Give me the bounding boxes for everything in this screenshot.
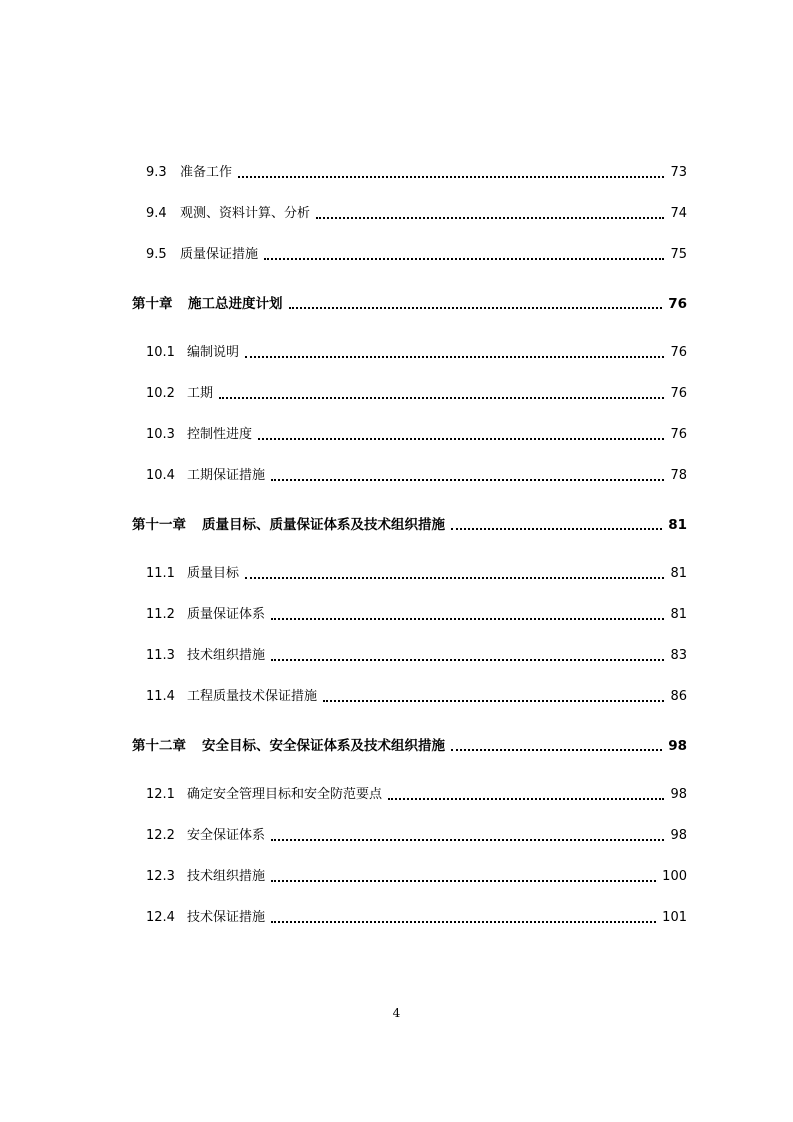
dot-leader	[219, 395, 664, 399]
toc-entry-number: 10.2	[146, 386, 175, 401]
toc-entry-number: 9.5	[146, 247, 167, 262]
dot-leader	[271, 919, 656, 923]
toc-entry-page: 83	[670, 648, 687, 663]
toc-entry-12-1[interactable]	[146, 784, 687, 804]
toc-entry-title: 编制说明	[187, 345, 240, 360]
dot-leader	[316, 215, 664, 219]
toc-entry-10-1[interactable]	[146, 342, 687, 362]
dot-leader	[258, 436, 664, 440]
toc-entry-title: 工程质量技术保证措施	[187, 689, 318, 704]
toc-entry-number: 9.3	[146, 165, 167, 180]
toc-entry-page: 81	[670, 607, 687, 622]
toc-entry-page: 98	[670, 787, 687, 802]
toc-chapter-page: 76	[668, 296, 687, 312]
toc-entry-number: 10.4	[146, 468, 175, 483]
dot-leader	[323, 698, 664, 702]
dot-leader	[271, 657, 664, 661]
toc-entry-title: 观测、资料计算、分析	[180, 206, 311, 221]
dot-leader	[245, 354, 664, 358]
toc-entry-page: 100	[662, 869, 687, 884]
toc-entry-page: 81	[670, 566, 687, 581]
toc-entry-title: 质量保证体系	[187, 607, 266, 622]
toc-entry-title: 准备工作	[180, 165, 233, 180]
toc-chapter-10[interactable]	[132, 293, 687, 313]
toc-entry-11-2[interactable]	[146, 604, 687, 624]
toc-entry-page: 75	[670, 247, 687, 262]
toc-chapter-title: 安全目标、安全保证体系及技术组织措施	[202, 738, 445, 754]
dot-leader	[388, 796, 664, 800]
toc-chapter-number: 第十一章	[132, 517, 186, 533]
toc-chapter-number: 第十二章	[132, 738, 186, 754]
toc-entry-9-3[interactable]	[146, 162, 687, 182]
toc-entry-number: 10.1	[146, 345, 175, 360]
toc-entry-10-4[interactable]	[146, 465, 687, 485]
toc-chapter-12[interactable]	[132, 735, 687, 755]
dot-leader	[271, 837, 664, 841]
toc-entry-page: 78	[670, 468, 687, 483]
toc-entry-number: 11.4	[146, 689, 175, 704]
toc-entry-page: 76	[670, 345, 687, 360]
toc-chapter-title: 施工总进度计划	[188, 296, 283, 312]
toc-entry-title: 安全保证体系	[187, 828, 266, 843]
toc-chapter-page: 81	[668, 517, 687, 533]
toc-chapter-11[interactable]	[132, 514, 687, 534]
dot-leader	[245, 575, 664, 579]
toc-entry-number: 11.1	[146, 566, 175, 581]
toc-entry-12-2[interactable]	[146, 825, 687, 845]
toc-entry-title: 质量保证措施	[180, 247, 259, 262]
toc-entry-number: 12.3	[146, 869, 175, 884]
toc-entry-title: 确定安全管理目标和安全防范要点	[187, 787, 383, 802]
toc-entry-number: 12.4	[146, 910, 175, 925]
dot-leader	[264, 256, 664, 260]
toc-entry-number: 10.3	[146, 427, 175, 442]
toc-entry-page: 76	[670, 427, 687, 442]
toc-entry-11-1[interactable]	[146, 563, 687, 583]
toc-entry-title: 工期	[187, 386, 214, 401]
dot-leader	[238, 174, 664, 178]
toc-entry-11-4[interactable]	[146, 686, 687, 706]
toc-chapter-page: 98	[668, 738, 687, 754]
dot-leader	[271, 616, 664, 620]
toc-entry-9-4[interactable]	[146, 203, 687, 223]
toc-entry-10-3[interactable]	[146, 424, 687, 444]
toc-entry-number: 12.1	[146, 787, 175, 802]
toc-entry-page: 74	[670, 206, 687, 221]
toc-entry-page: 76	[670, 386, 687, 401]
toc-entry-number: 11.3	[146, 648, 175, 663]
toc-entry-number: 9.4	[146, 206, 167, 221]
dot-leader	[451, 526, 662, 530]
toc-entry-number: 12.2	[146, 828, 175, 843]
toc-entry-title: 质量目标	[187, 566, 240, 581]
dot-leader	[271, 878, 656, 882]
toc-entry-11-3[interactable]	[146, 645, 687, 665]
toc-entry-12-3[interactable]	[146, 866, 687, 886]
toc-entry-number: 11.2	[146, 607, 175, 622]
toc-entry-page: 101	[662, 910, 687, 925]
toc-entry-page: 98	[670, 828, 687, 843]
toc-entry-title: 技术保证措施	[187, 910, 266, 925]
page-number: 4	[392, 1006, 401, 1020]
toc-chapter-title: 质量目标、质量保证体系及技术组织措施	[202, 517, 445, 533]
toc-entry-title: 技术组织措施	[187, 648, 266, 663]
toc-chapter-number: 第十章	[132, 296, 173, 312]
toc-entry-12-4[interactable]	[146, 907, 687, 927]
toc-entry-page: 73	[670, 165, 687, 180]
toc-entry-title: 技术组织措施	[187, 869, 266, 884]
toc-entry-title: 控制性进度	[187, 427, 253, 442]
dot-leader	[451, 747, 662, 751]
toc-entry-9-5[interactable]	[146, 244, 687, 264]
dot-leader	[271, 477, 664, 481]
dot-leader	[289, 305, 663, 309]
toc-entry-page: 86	[670, 689, 687, 704]
toc-entry-title: 工期保证措施	[187, 468, 266, 483]
toc-entry-10-2[interactable]	[146, 383, 687, 403]
